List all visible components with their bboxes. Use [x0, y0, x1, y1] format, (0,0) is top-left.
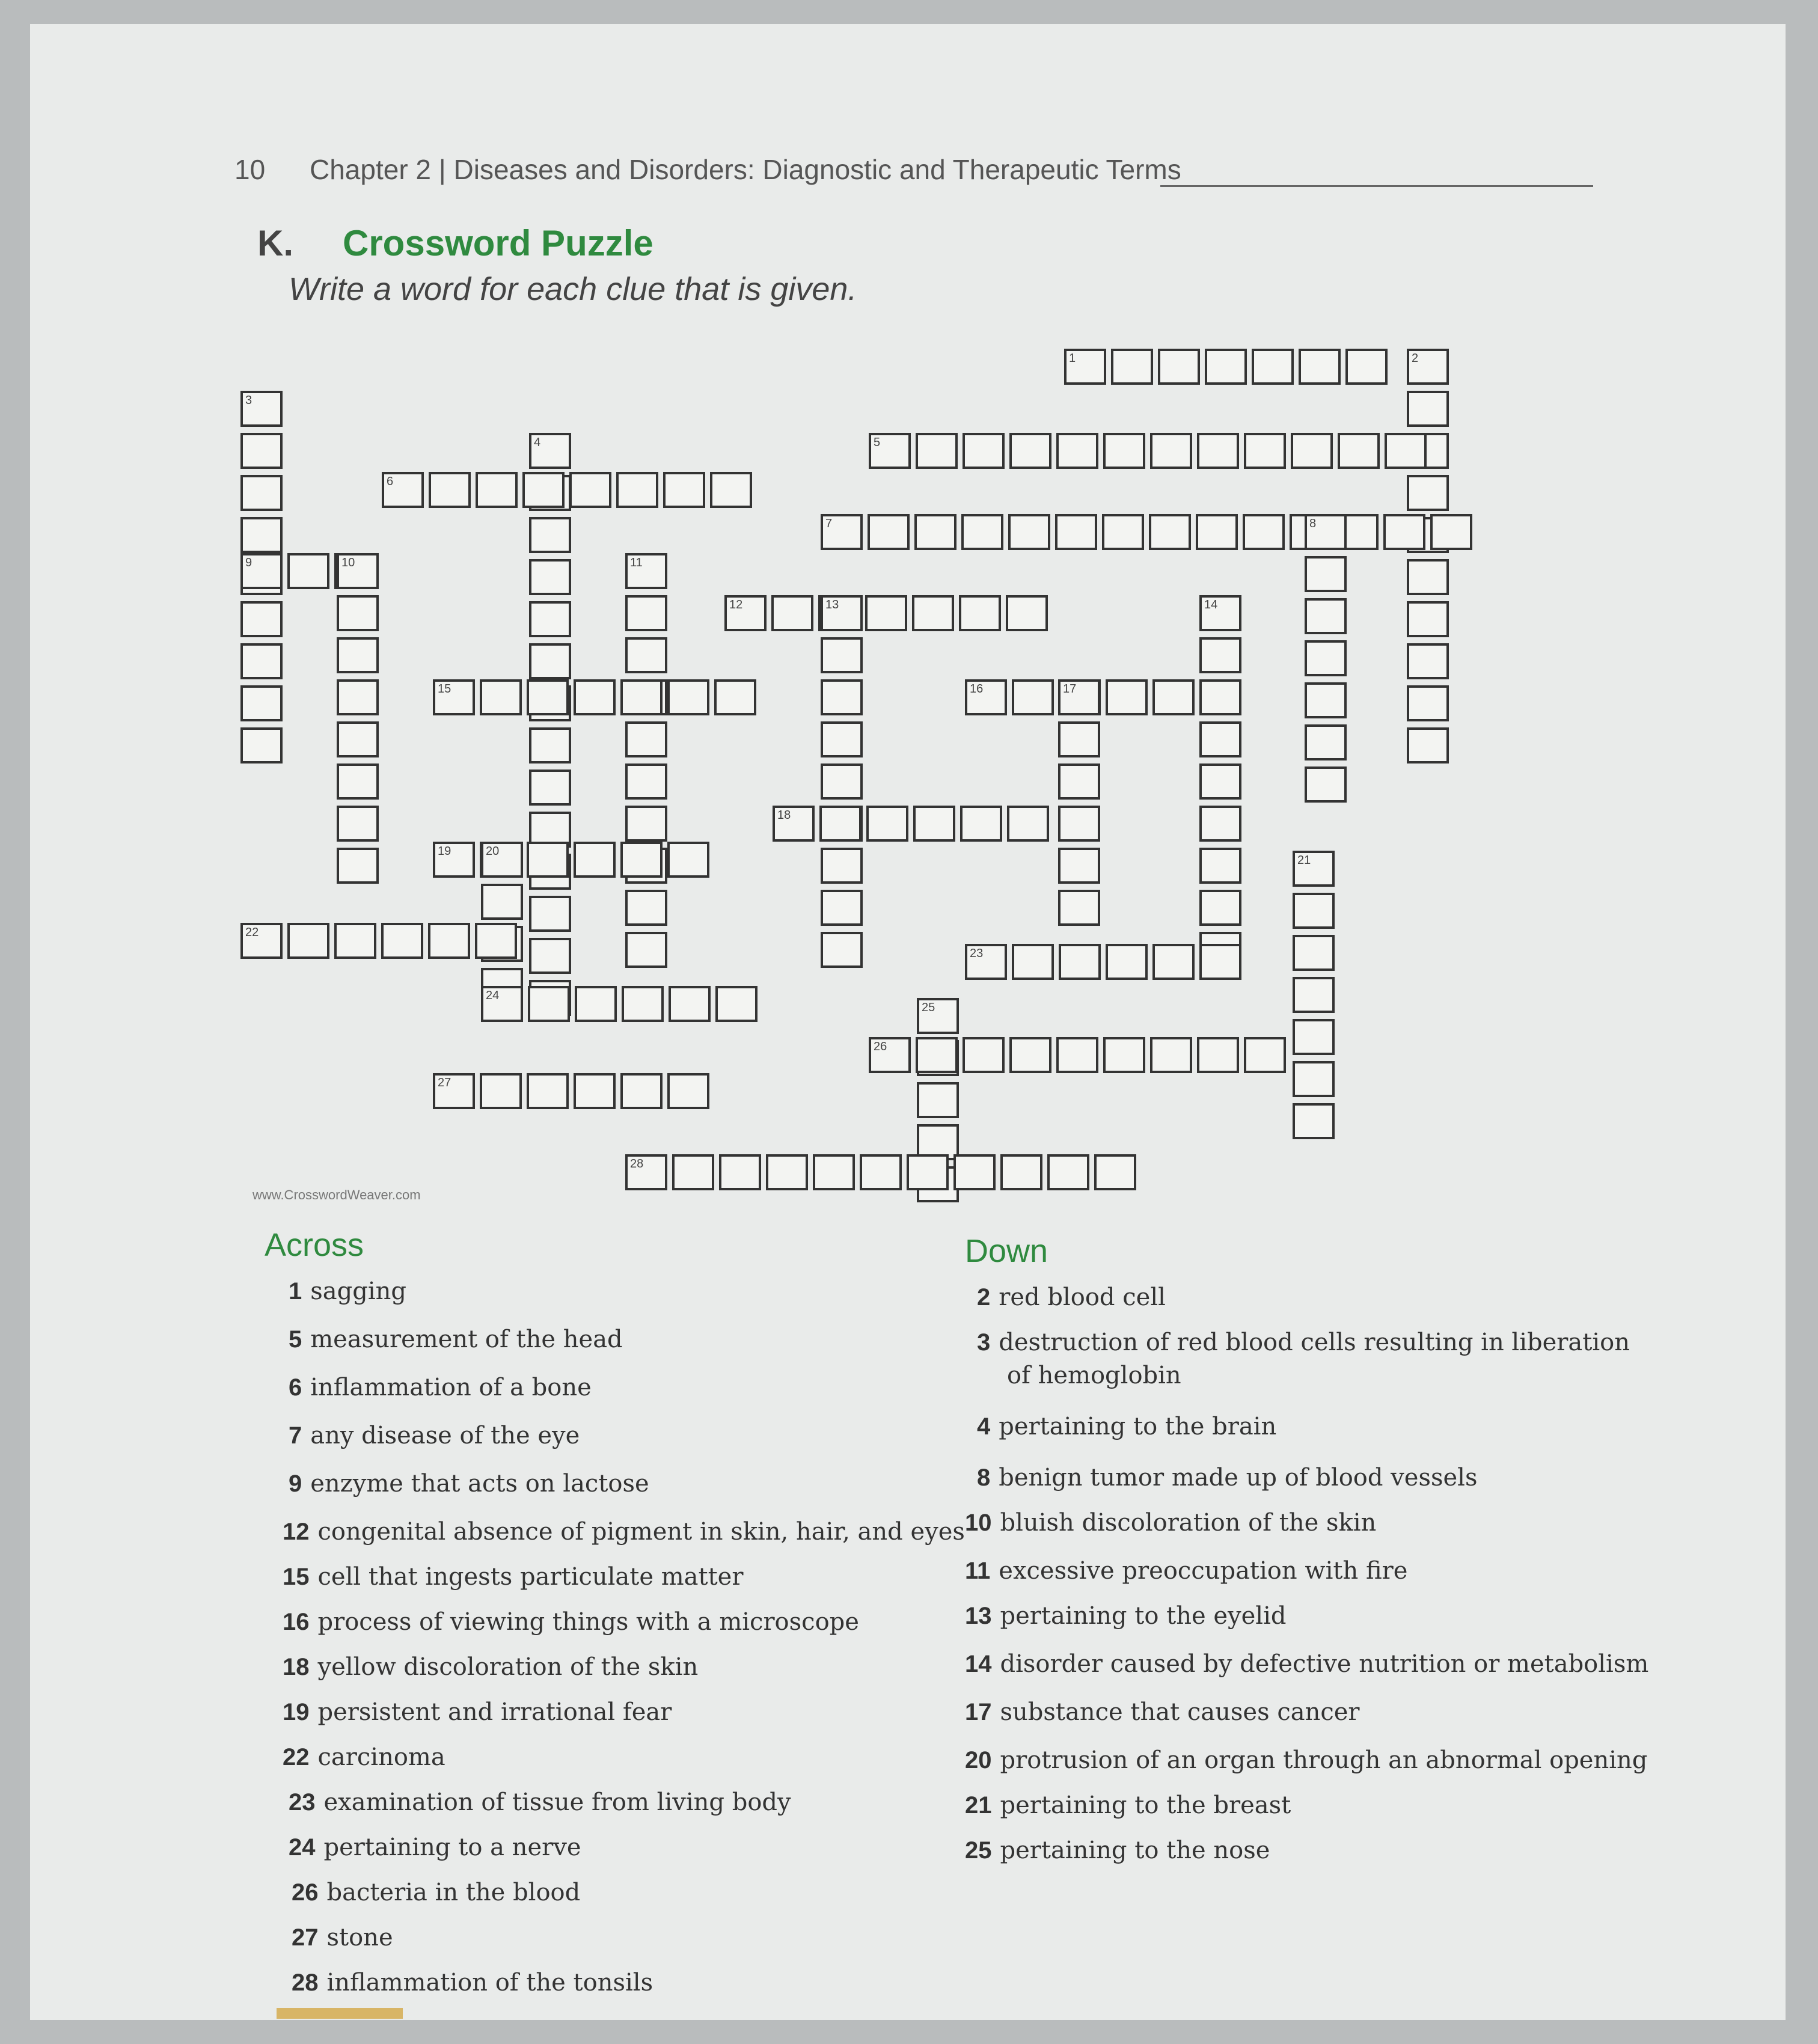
clue-number: 26 [874, 1040, 887, 1053]
crossword-cell[interactable] [433, 679, 475, 715]
clue-number: 7 [825, 517, 833, 530]
down-clue: 14 disorder caused by defective nutrition or metabolism [965, 1650, 1649, 1678]
clue-number: 18 [777, 809, 791, 822]
crossword-cell[interactable] [529, 727, 571, 763]
clue-number: 13 [825, 598, 839, 611]
crossword-cell[interactable] [575, 986, 617, 1022]
crossword-cell[interactable] [240, 433, 283, 469]
crossword-cell[interactable] [1407, 727, 1449, 763]
crossword-cell[interactable] [337, 637, 379, 673]
down-heading: Down [965, 1233, 1048, 1269]
crossword-cell[interactable] [961, 514, 1003, 550]
crossword-cell[interactable] [1007, 806, 1049, 842]
crossword-cell[interactable] [527, 679, 569, 715]
crossword-cell[interactable] [625, 1154, 667, 1190]
crossword-cell[interactable] [1058, 721, 1100, 757]
crossword-cell[interactable] [240, 601, 283, 637]
crossword-cell[interactable] [821, 890, 863, 926]
crossword-cell[interactable] [1293, 1103, 1335, 1139]
crossword-cell[interactable] [481, 842, 523, 878]
crossword-cell[interactable] [1055, 514, 1097, 550]
crossword-cell[interactable] [663, 472, 705, 508]
crossword-cell[interactable] [1009, 1037, 1051, 1073]
crossword-cell[interactable] [1058, 806, 1100, 842]
crossword-cell[interactable] [1047, 1154, 1089, 1190]
clue-number: 6 [387, 475, 394, 488]
across-clue: 1 sagging [289, 1278, 406, 1305]
crossword-cell[interactable] [865, 595, 907, 631]
crossword-cell[interactable] [287, 923, 329, 959]
worksheet-page [30, 24, 1786, 2020]
crossword-cell[interactable] [1149, 514, 1191, 550]
crossword-cell[interactable] [1252, 349, 1294, 385]
crossword-cell[interactable] [1158, 349, 1200, 385]
crossword-cell[interactable] [1058, 848, 1100, 884]
crossword-cell[interactable] [917, 1082, 959, 1118]
crossword-cell[interactable] [1407, 559, 1449, 595]
crossword-cell[interactable] [953, 1154, 996, 1190]
crossword-cell[interactable] [868, 514, 910, 550]
clue-number: 27 [438, 1076, 451, 1089]
crossword-cell[interactable] [1243, 514, 1285, 550]
crossword-cell[interactable] [569, 472, 611, 508]
crossword-cell[interactable] [625, 806, 667, 842]
crossword-cell[interactable] [240, 391, 283, 427]
crossword-cell[interactable] [1150, 433, 1192, 469]
crossword-cell[interactable] [433, 1073, 475, 1109]
crossword-cell[interactable] [821, 679, 863, 715]
clue-number: 1 [1069, 352, 1076, 365]
clue-number: 2 [1412, 352, 1419, 365]
crossword-cell[interactable] [574, 842, 616, 878]
crossword-cell[interactable] [1205, 349, 1247, 385]
crossword-cell[interactable] [337, 721, 379, 757]
crossword-cell[interactable] [429, 472, 471, 508]
crossword-cell[interactable] [529, 770, 571, 806]
crossword-cell[interactable] [1305, 682, 1347, 718]
crossword-cell[interactable] [1064, 349, 1106, 385]
crossword-cell[interactable] [481, 986, 523, 1022]
crossword-cell[interactable] [620, 679, 663, 715]
watermark: www.CrosswordWeaver.com [252, 1187, 421, 1202]
across-clue: 26 bacteria in the blood [292, 1879, 581, 1906]
crossword-cell[interactable] [917, 998, 959, 1034]
crossword-cell[interactable] [714, 679, 756, 715]
crossword-cell[interactable] [527, 1073, 569, 1109]
across-clue: 27 stone [292, 1924, 393, 1951]
crossword-cell[interactable] [240, 643, 283, 679]
crossword-cell[interactable] [771, 595, 813, 631]
across-clue: 15 cell that ingests particulate matter [283, 1563, 744, 1591]
crossword-cell[interactable] [433, 842, 475, 878]
crossword-cell[interactable] [1293, 977, 1335, 1013]
clue-number: 9 [245, 556, 252, 569]
crossword-cell[interactable] [481, 884, 523, 920]
crossword-cell[interactable] [475, 923, 517, 959]
crossword-cell[interactable] [916, 1037, 958, 1073]
crossword-cell[interactable] [1094, 1154, 1136, 1190]
across-clue: 7 any disease of the eye [289, 1422, 580, 1449]
crossword-cell[interactable] [1305, 724, 1347, 760]
across-clue: 23 examination of tissue from living body [289, 1788, 791, 1816]
crossword-cell[interactable] [620, 1073, 663, 1109]
crossword-cell[interactable] [240, 727, 283, 763]
crossword-cell[interactable] [1407, 475, 1449, 511]
crossword-cell[interactable] [773, 806, 815, 842]
crossword-cell[interactable] [1106, 679, 1148, 715]
clue-number: 4 [534, 436, 541, 449]
crossword-cell[interactable] [1293, 893, 1335, 929]
across-heading: Across [265, 1227, 364, 1263]
crossword-cell[interactable] [1199, 763, 1241, 800]
crossword-cell[interactable] [1152, 679, 1195, 715]
section-letter: K. [257, 223, 293, 263]
crossword-cell[interactable] [813, 1154, 855, 1190]
crossword-cell[interactable] [1385, 433, 1427, 469]
crossword-cell[interactable] [1305, 514, 1347, 550]
crossword-cell[interactable] [963, 1037, 1005, 1073]
down-clue: 8 benign tumor made up of blood vessels [977, 1464, 1478, 1492]
across-clue: 6 inflammation of a bone [289, 1374, 592, 1401]
crossword-cell[interactable] [1000, 1154, 1042, 1190]
crossword-cell[interactable] [1199, 944, 1241, 980]
page-number: 10 [234, 154, 266, 185]
crossword-cell[interactable] [916, 433, 958, 469]
clue-number: 24 [486, 989, 500, 1002]
crossword-cell[interactable] [476, 472, 518, 508]
crossword-cell[interactable] [912, 595, 954, 631]
crossword-cell[interactable] [1305, 640, 1347, 676]
crossword-cell[interactable] [381, 923, 423, 959]
crossword-cell[interactable] [766, 1154, 808, 1190]
crossword-cell[interactable] [1059, 944, 1101, 980]
crossword-cell[interactable] [1012, 679, 1054, 715]
crossword-cell[interactable] [821, 932, 863, 968]
clue-number: 25 [922, 1001, 935, 1014]
crossword-cell[interactable] [1430, 514, 1472, 550]
crossword-cell[interactable] [382, 472, 424, 508]
across-clue: 28 inflammation of the tonsils [292, 1969, 653, 1997]
crossword-cell[interactable] [821, 595, 863, 631]
crossword-cell[interactable] [672, 1154, 714, 1190]
crossword-cell[interactable] [869, 1037, 911, 1073]
crossword-cell[interactable] [719, 1154, 761, 1190]
crossword-cell[interactable] [616, 472, 658, 508]
crossword-cell[interactable] [528, 986, 570, 1022]
crossword-cell[interactable] [428, 923, 470, 959]
crossword-cell[interactable] [1056, 433, 1098, 469]
crossword-cell[interactable] [1305, 598, 1347, 634]
down-clue: 3 destruction of red blood cells resulting in liberation [977, 1329, 1630, 1356]
crossword-cell[interactable] [337, 848, 379, 884]
clue-number: 3 [245, 394, 252, 407]
down-clue-continuation: of hemoglobin [1007, 1362, 1181, 1389]
across-clue: 16 process of viewing things with a microscope [283, 1608, 859, 1636]
clue-number: 15 [438, 682, 451, 696]
crossword-cell[interactable] [1338, 433, 1380, 469]
crossword-cell[interactable] [574, 679, 616, 715]
crossword-cell[interactable] [1407, 601, 1449, 637]
section-title: Crossword Puzzle [343, 223, 653, 263]
crossword-cell[interactable] [866, 806, 908, 842]
crossword-cell[interactable] [959, 595, 1001, 631]
down-clue: 4 pertaining to the brain [977, 1413, 1277, 1440]
crossword-cell[interactable] [337, 679, 379, 715]
instruction-text: Write a word for each clue that is given. [289, 271, 857, 307]
crossword-cell[interactable] [1150, 1037, 1192, 1073]
crossword-cell[interactable] [240, 923, 283, 959]
down-clue: 17 substance that causes cancer [965, 1698, 1360, 1726]
crossword-cell[interactable] [860, 1154, 902, 1190]
crossword-cell[interactable] [480, 679, 522, 715]
crossword-cell[interactable] [240, 553, 283, 589]
crossword-cell[interactable] [337, 553, 379, 589]
clue-number: 5 [874, 436, 881, 449]
highlight-bar [277, 2008, 403, 2019]
crossword-cell[interactable] [1199, 806, 1241, 842]
crossword-cell[interactable] [240, 517, 283, 553]
down-clue: 11 excessive preoccupation with fire [965, 1557, 1408, 1585]
crossword-cell[interactable] [913, 806, 955, 842]
clue-number: 22 [245, 926, 259, 939]
crossword-cell[interactable] [337, 763, 379, 800]
crossword-cell[interactable] [1058, 890, 1100, 926]
crossword-cell[interactable] [240, 475, 283, 511]
crossword-cell[interactable] [1299, 349, 1341, 385]
crossword-cell[interactable] [1199, 848, 1241, 884]
crossword-cell[interactable] [1199, 595, 1241, 631]
clue-number: 10 [341, 556, 355, 569]
down-clue: 13 pertaining to the eyelid [965, 1602, 1287, 1630]
clue-number: 17 [1063, 682, 1077, 696]
crossword-cell[interactable] [529, 559, 571, 595]
crossword-cell[interactable] [1012, 944, 1054, 980]
clue-number: 14 [1204, 598, 1218, 611]
crossword-cell[interactable] [240, 685, 283, 721]
crossword-grid [30, 24, 1786, 1226]
crossword-cell[interactable] [1407, 685, 1449, 721]
clue-number: 16 [970, 682, 984, 696]
crossword-cell[interactable] [1407, 349, 1449, 385]
crossword-cell[interactable] [529, 601, 571, 637]
crossword-cell[interactable] [1103, 1037, 1145, 1073]
crossword-cell[interactable] [821, 763, 863, 800]
crossword-cell[interactable] [1058, 679, 1100, 715]
crossword-cell[interactable] [821, 514, 863, 550]
crossword-cell[interactable] [1293, 851, 1335, 887]
clue-number: 11 [630, 556, 643, 569]
down-clue: 25 pertaining to the nose [965, 1837, 1270, 1864]
crossword-cell[interactable] [1407, 643, 1449, 679]
down-clue: 10 bluish discoloration of the skin [965, 1509, 1377, 1537]
crossword-cell[interactable] [1293, 1019, 1335, 1055]
crossword-cell[interactable] [337, 806, 379, 842]
crossword-cell[interactable] [527, 842, 569, 878]
crossword-cell[interactable] [1383, 514, 1425, 550]
crossword-cell[interactable] [1345, 349, 1388, 385]
crossword-cell[interactable] [625, 721, 667, 757]
crossword-cell[interactable] [667, 1073, 709, 1109]
clue-number: 12 [729, 598, 743, 611]
clue-number: 21 [1297, 854, 1311, 867]
down-clue: 21 pertaining to the breast [965, 1792, 1291, 1819]
crossword-cell[interactable] [625, 637, 667, 673]
crossword-cell[interactable] [960, 806, 1002, 842]
crossword-cell[interactable] [821, 637, 863, 673]
crossword-cell[interactable] [1199, 890, 1241, 926]
crossword-cell[interactable] [1199, 721, 1241, 757]
crossword-cell[interactable] [963, 433, 1005, 469]
down-clue: 20 protrusion of an organ through an abnormal opening [965, 1746, 1648, 1774]
crossword-cell[interactable] [821, 848, 863, 884]
crossword-cell[interactable] [1111, 349, 1153, 385]
crossword-cell[interactable] [334, 923, 376, 959]
crossword-cell[interactable] [1103, 433, 1145, 469]
crossword-cell[interactable] [1244, 433, 1286, 469]
crossword-cell[interactable] [622, 986, 664, 1022]
crossword-cell[interactable] [1152, 944, 1195, 980]
crossword-cell[interactable] [337, 595, 379, 631]
crossword-cell[interactable] [529, 517, 571, 553]
crossword-cell[interactable] [1199, 679, 1241, 715]
crossword-cell[interactable] [1293, 935, 1335, 971]
crossword-cell[interactable] [529, 896, 571, 932]
crossword-cell[interactable] [480, 1073, 522, 1109]
crossword-cell[interactable] [1196, 514, 1238, 550]
crossword-cell[interactable] [1197, 1037, 1239, 1073]
across-clue: 9 enzyme that acts on lactose [289, 1470, 649, 1498]
crossword-cell[interactable] [1244, 1037, 1286, 1073]
crossword-cell[interactable] [1291, 433, 1333, 469]
crossword-cell[interactable] [1293, 1061, 1335, 1097]
crossword-cell[interactable] [1056, 1037, 1098, 1073]
down-clue: 2 red blood cell [977, 1284, 1166, 1311]
across-clue: 22 carcinoma [283, 1743, 445, 1771]
crossword-cell[interactable] [669, 986, 711, 1022]
crossword-cell[interactable] [522, 472, 565, 508]
crossword-cell[interactable] [1199, 637, 1241, 673]
crossword-cell[interactable] [1197, 433, 1239, 469]
crossword-cell[interactable] [821, 721, 863, 757]
crossword-cell[interactable] [574, 1073, 616, 1109]
crossword-cell[interactable] [724, 595, 767, 631]
crossword-cell[interactable] [819, 806, 862, 842]
crossword-cell[interactable] [1058, 763, 1100, 800]
crossword-cell[interactable] [287, 553, 329, 589]
crossword-cell[interactable] [529, 643, 571, 679]
crossword-cell[interactable] [1305, 556, 1347, 592]
crossword-cell[interactable] [667, 679, 709, 715]
crossword-cell[interactable] [1407, 391, 1449, 427]
clue-number: 28 [630, 1157, 644, 1170]
crossword-cell[interactable] [914, 514, 956, 550]
crossword-cell[interactable] [625, 763, 667, 800]
crossword-cell[interactable] [625, 932, 667, 968]
crossword-cell[interactable] [625, 595, 667, 631]
crossword-cell[interactable] [1008, 514, 1050, 550]
crossword-cell[interactable] [1305, 766, 1347, 803]
crossword-cell[interactable] [625, 890, 667, 926]
across-clue: 12 congenital absence of pigment in skin, hair, and eyes [283, 1518, 965, 1546]
crossword-cell[interactable] [1006, 595, 1048, 631]
clue-number: 19 [438, 845, 451, 858]
crossword-cell[interactable] [1106, 944, 1148, 980]
crossword-cell[interactable] [625, 553, 667, 589]
crossword-cell[interactable] [869, 433, 911, 469]
across-clue: 5 measurement of the head [289, 1326, 623, 1353]
across-clue: 18 yellow discoloration of the skin [283, 1653, 699, 1681]
crossword-cell[interactable] [1009, 433, 1051, 469]
clue-number: 23 [970, 947, 984, 960]
clue-number: 8 [1309, 517, 1317, 530]
across-clue: 19 persistent and irrational fear [283, 1698, 672, 1726]
crossword-cell[interactable] [1102, 514, 1144, 550]
crossword-cell[interactable] [965, 944, 1007, 980]
chapter-title: Chapter 2 | Diseases and Disorders: Diagnostic and Therapeutic Terms [310, 154, 1181, 185]
crossword-cell[interactable] [715, 986, 758, 1022]
crossword-cell[interactable] [620, 842, 663, 878]
crossword-cell[interactable] [907, 1154, 949, 1190]
clue-number: 20 [486, 845, 500, 858]
crossword-cell[interactable] [529, 938, 571, 974]
across-clue: 24 pertaining to a nerve [289, 1834, 581, 1861]
crossword-cell[interactable] [667, 842, 709, 878]
crossword-cell[interactable] [965, 679, 1007, 715]
crossword-cell[interactable] [710, 472, 752, 508]
crossword-cell[interactable] [529, 433, 571, 469]
